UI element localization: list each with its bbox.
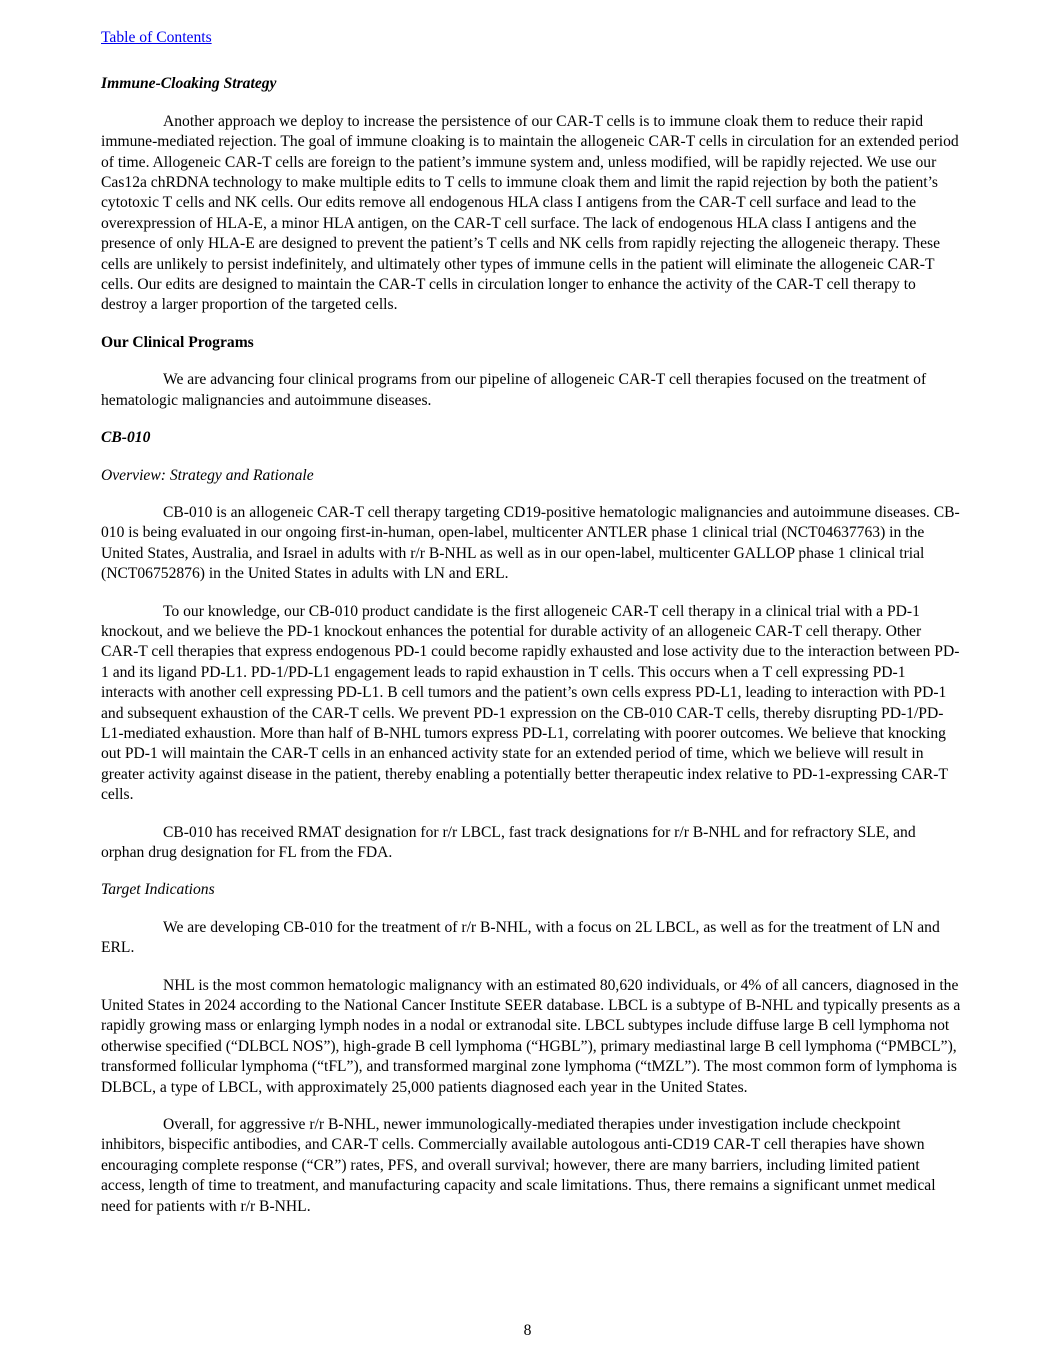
heading-clinical-programs: Our Clinical Programs [101,333,254,351]
heading-immune-cloaking: Immune-Cloaking Strategy [101,75,277,93]
paragraph-overview-1: CB-010 is an allogeneic CAR-T cell therapy targeting CD19-positive hematologic malignancies and autoimmune diseases. CB-010 is being evaluated in our ongoing first-in-human, open-label, multicenter ANTLER phase 1 clinical trial (NCT04637763) in the United States, Australia, and Israel in adults with r/r B-NHL as well as in our open-label, multicenter GALLOP phase 1 clinical trial (NCT06752876) in the United States in adults with LN and ERL. [101,503,960,583]
heading-cb010: CB-010 [101,429,151,447]
table-of-contents-link[interactable]: Table of Contents [101,29,212,46]
paragraph-clinical-programs: We are advancing four clinical programs from our pipeline of allogeneic CAR-T cell therapies focused on the treatment of hematologic malignancies and autoimmune diseases. [101,371,927,409]
paragraph-immune-cloaking: Another approach we deploy to increase the persistence of our CAR-T cells is to immune cloak them to reduce their rapid immune-mediated rejection. The goal of immune cloaking is to maintain the allogeneic CAR-T cells in circulation for an extended period of time. Allogeneic CAR-T cells are foreign to the patient’s immune system and, unless modified, will be rapidly rejected. We use our Cas12a chRDNA technology to make multiple edits to T cells to immune cloak them and limit the rapid rejection by both the patient’s cytotoxic T cells and NK cells. Our edits remove all endogenous HLA class I antigens from the CAR-T cell surface and lead to the overexpression of HLA-E, a minor HLA antigen, on the CAR-T cell surface. The lack of endogenous HLA class I antigens and the presence of only HLA-E are designed to prevent the patient’s T cells and NK cells from rapidly rejecting the allogeneic therapy. These cells are unlikely to persist indefinitely, and ultimately other types of immune cells in the patient will eliminate the allogeneic CAR-T cells. Our edits are designed to maintain the CAR-T cells in circulation longer to enhance the activity of the CAR-T cell therapy to destroy a larger proportion of the targeted cells. [101,112,959,314]
paragraph-target-2: NHL is the most common hematologic malignancy with an estimated 80,620 individuals, or 4% of all cancers, diagnosed in the United States in 2024 according to the National Cancer Institute SEER database. LBCL is a subtype of B-NHL and typically presents as a rapidly growing mass or enlarging lymph nodes in a nodal or extranodal site. LBCL subtypes include diffuse large B cell lymphoma not otherwise specified (“DLBCL NOS”), high-grade B cell lymphoma (“HGBL”), primary mediastinal large B cell lymphoma (“PMBCL”), transformed follicular lymphoma (“tFL”), and transformed marginal zone lymphoma (“tMZL”). The most common form of lymphoma is DLBCL, a type of LBCL, with approximately 25,000 patients diagnosed each year in the United States. [101,976,961,1096]
heading-overview: Overview: Strategy and Rationale [101,466,314,484]
paragraph-overview-2: To our knowledge, our CB-010 product candidate is the first allogeneic CAR-T cell therapy in a clinical trial with a PD-1 knockout, and we believe the PD-1 knockout enhances the potential for durable activity of an allogeneic CAR-T cell therapy. Other CAR-T cell therapies that express endogenous PD-1 could become rapidly exhausted and lose activity due to the interaction between PD-1 and its ligand PD-L1. PD-1/PD-L1 engagement leads to rapid exhaustion in T cells. This occurs when a T cell expressing PD-1 interacts with another cell expressing PD-L1. B cell tumors and the patient’s own cells express PD-L1, leading to interaction with PD-1 and subsequent exhaustion of the CAR-T cells. We prevent PD-1 expression on the CB-010 CAR-T cells, thereby disrupting PD-1/PD-L1-mediated exhaustion. More than half of B-NHL tumors express PD-L1, correlating with poorer outcomes. We believe that knocking out PD-1 will maintain the CAR-T cells in an enhanced activity state for an extended period of time, which we believe will result in greater activity against disease in the patient, thereby enabling a potentially better therapeutic index relative to PD-1-expressing CAR-T cells. [101,602,960,804]
paragraph-target-1: We are developing CB-010 for the treatment of r/r B-NHL, with a focus on 2L LBCL, as well as for the treatment of LN and ERL. [101,918,940,957]
heading-target-indications: Target Indications [101,881,215,899]
document-page [101,28,961,1234]
page-number: 8 [523,1322,532,1339]
paragraph-overview-3: CB-010 has received RMAT designation for r/r LBCL, fast track designations for r/r B-NHL and for refractory SLE, and orphan drug designation for FL from the FDA. [101,823,916,861]
paragraph-target-3: Overall, for aggressive r/r B-NHL, newer immunologically-mediated therapies under investigation include checkpoint inhibitors, bispecific antibodies, and CAR-T cells. Commercially available autologous anti-CD19 CAR-T cell therapies have shown encouraging complete response (“CR”) rates, PFS, and overall survival; however, there are many barriers, including limited patient access, length of time to treatment, and manufacturing capacity and scale limitations. Thus, there remains a significant unmet medical need for patients with r/r B-NHL. [101,1116,936,1215]
